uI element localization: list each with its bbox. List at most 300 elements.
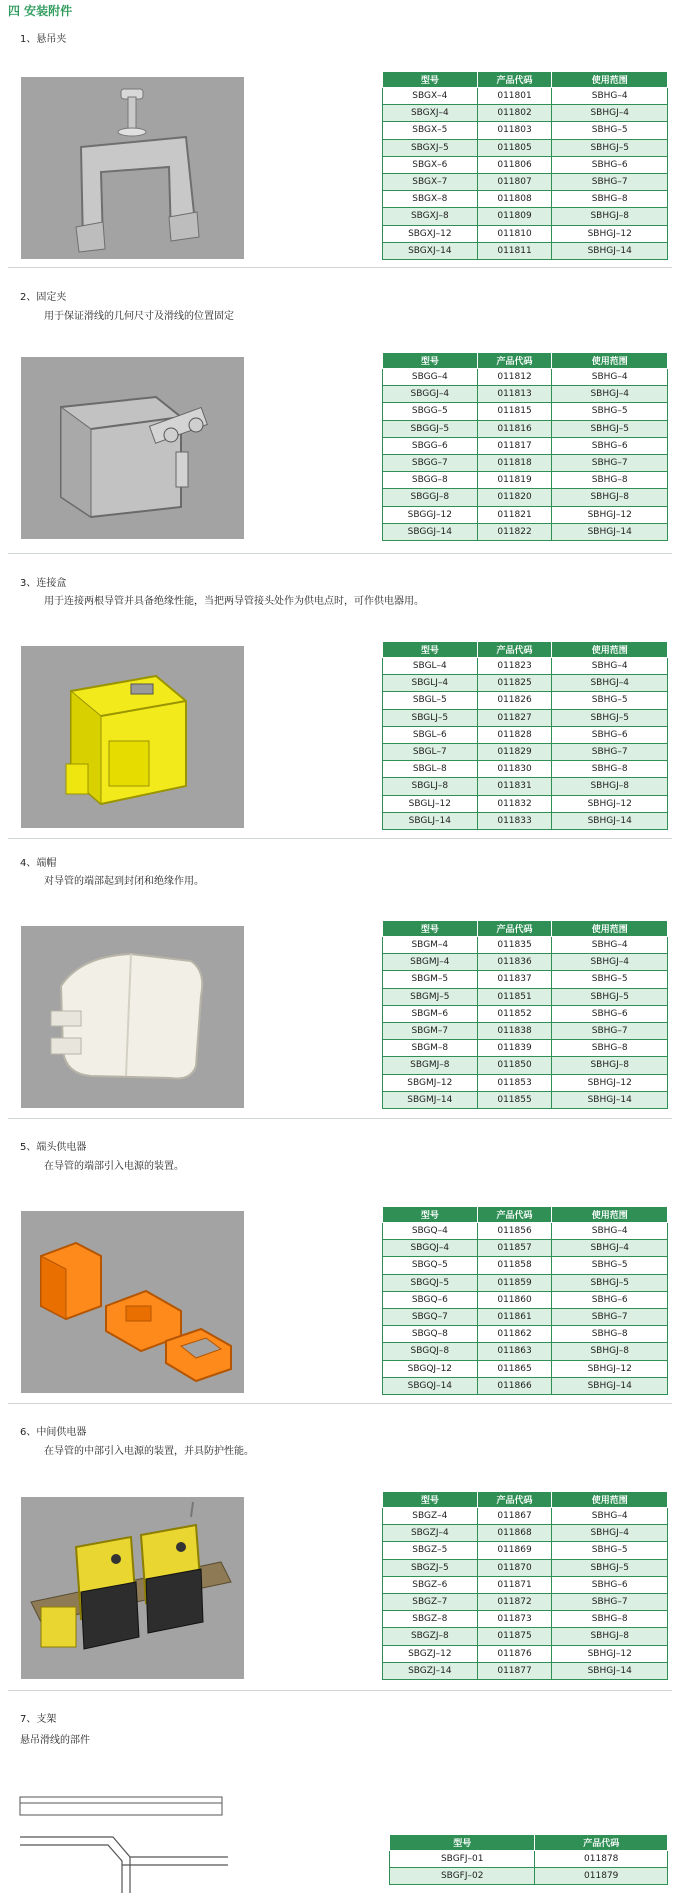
section-heading-end-cap: 4、端帽 — [20, 858, 57, 869]
cell-usage: SBHG–5 — [552, 971, 668, 988]
cell-code: 011829 — [477, 743, 552, 760]
cell-model: SBGXJ–12 — [383, 225, 478, 242]
table-row — [383, 472, 668, 489]
cell-code: 011826 — [477, 692, 552, 709]
cell-code: 011839 — [477, 1040, 552, 1057]
cell-usage: SBHGJ–8 — [552, 1628, 668, 1645]
cell-usage: SBHGJ–12 — [552, 795, 668, 812]
cell-model: SBGZJ–14 — [383, 1662, 478, 1679]
section-heading-middle-feeder: 6、中间供电器 — [20, 1427, 87, 1438]
cell-usage: SBHG–7 — [552, 743, 668, 760]
table-row — [383, 225, 668, 242]
cell-usage: SBHGJ–14 — [552, 242, 668, 259]
header-model: 型号 — [383, 921, 478, 937]
table-header-row — [383, 1492, 668, 1508]
spec-table-middle-feeder — [382, 1491, 668, 1680]
middle-feeder-photo — [21, 1497, 244, 1679]
end-cap-photo — [21, 926, 244, 1108]
cell-code: 011817 — [477, 437, 552, 454]
table-row — [383, 105, 668, 122]
section-divider — [8, 1403, 672, 1404]
cell-model: SBGFJ–01 — [390, 1851, 535, 1868]
cell-model: SBGGJ–5 — [383, 420, 478, 437]
cell-model: SBGG–7 — [383, 454, 478, 471]
section-description-middle-feeder: 在导管的中部引入电源的装置，并具防护性能。 — [44, 1446, 254, 1457]
table-row — [383, 954, 668, 971]
header-code: 产品代码 — [477, 921, 552, 937]
cell-usage: SBHGJ–12 — [552, 506, 668, 523]
header-code: 产品代码 — [477, 1492, 552, 1508]
table-row — [383, 191, 668, 208]
cell-model: SBGM–7 — [383, 1022, 478, 1039]
cell-usage: SBHG–5 — [552, 1542, 668, 1559]
cell-model: SBGMJ–12 — [383, 1074, 478, 1091]
cell-model: SBGQ–7 — [383, 1308, 478, 1325]
cell-usage: SBHGJ–5 — [552, 139, 668, 156]
cell-model: SBGX–8 — [383, 191, 478, 208]
cell-code: 011863 — [477, 1343, 552, 1360]
cell-usage: SBHG–7 — [552, 1308, 668, 1325]
table-row — [383, 709, 668, 726]
table-row — [383, 437, 668, 454]
cell-code: 011801 — [477, 88, 552, 105]
cell-usage: SBHG–8 — [552, 472, 668, 489]
header-usage: 使用范围 — [552, 642, 668, 658]
section-description-fixing-clamp: 用于保证滑线的几何尺寸及滑线的位置固定 — [44, 311, 234, 322]
cell-model: SBGGJ–12 — [383, 506, 478, 523]
table-row — [383, 937, 668, 954]
cell-usage: SBHG–6 — [552, 1005, 668, 1022]
cell-model: SBGX–5 — [383, 122, 478, 139]
cell-code: 011810 — [477, 225, 552, 242]
cell-usage: SBHGJ–14 — [552, 812, 668, 829]
section-heading-connector-box: 3、连接盒 — [20, 578, 67, 589]
cell-usage: SBHG–7 — [552, 173, 668, 190]
cell-usage: SBHGJ–5 — [552, 988, 668, 1005]
cell-code: 011871 — [477, 1576, 552, 1593]
cell-model: SBGQ–5 — [383, 1257, 478, 1274]
cell-usage: SBHG–4 — [552, 369, 668, 386]
table-header-row — [383, 72, 668, 88]
cell-model: SBGZJ–8 — [383, 1628, 478, 1645]
table-row — [383, 1542, 668, 1559]
cell-model: SBGM–5 — [383, 971, 478, 988]
cell-usage: SBHG–7 — [552, 1593, 668, 1610]
bracket-drawing — [18, 1795, 228, 1895]
cell-usage: SBHG–5 — [552, 692, 668, 709]
table-row — [383, 795, 668, 812]
cell-model: SBGM–6 — [383, 1005, 478, 1022]
table-row — [383, 988, 668, 1005]
cell-code: 011811 — [477, 242, 552, 259]
cell-code: 011867 — [477, 1508, 552, 1525]
cell-model: SBGZ–8 — [383, 1611, 478, 1628]
table-row — [383, 1223, 668, 1240]
cell-usage: SBHGJ–4 — [552, 386, 668, 403]
cell-code: 011838 — [477, 1022, 552, 1039]
cell-code: 011836 — [477, 954, 552, 971]
hanger-clamp-photo — [21, 77, 244, 259]
table-row — [383, 1022, 668, 1039]
cell-model: SBGLJ–14 — [383, 812, 478, 829]
cell-code: 011821 — [477, 506, 552, 523]
cell-usage: SBHGJ–14 — [552, 1662, 668, 1679]
table-row — [390, 1851, 668, 1868]
cell-code: 011870 — [477, 1559, 552, 1576]
table-row — [383, 675, 668, 692]
cell-code: 011853 — [477, 1074, 552, 1091]
cell-model: SBGXJ–14 — [383, 242, 478, 259]
table-row — [383, 88, 668, 105]
connector-box-photo — [21, 646, 244, 828]
table-row — [383, 1074, 668, 1091]
cell-usage: SBHGJ–14 — [552, 1091, 668, 1108]
cell-code: 011805 — [477, 139, 552, 156]
cell-usage: SBHG–7 — [552, 1022, 668, 1039]
table-row — [383, 778, 668, 795]
cell-code: 011825 — [477, 675, 552, 692]
table-row — [383, 208, 668, 225]
section-heading-end-feeder: 5、端头供电器 — [20, 1142, 87, 1153]
cell-code: 011832 — [477, 795, 552, 812]
table-row — [383, 139, 668, 156]
cell-code: 011852 — [477, 1005, 552, 1022]
cell-code: 011855 — [477, 1091, 552, 1108]
table-row — [383, 1326, 668, 1343]
cell-model: SBGX–4 — [383, 88, 478, 105]
cell-code: 011803 — [477, 122, 552, 139]
cell-code: 011823 — [477, 658, 552, 675]
cell-usage: SBHGJ–12 — [552, 1360, 668, 1377]
table-row — [383, 743, 668, 760]
table-row — [383, 420, 668, 437]
header-model: 型号 — [383, 642, 478, 658]
header-usage: 使用范围 — [552, 1207, 668, 1223]
cell-model: SBGQJ–5 — [383, 1274, 478, 1291]
cell-usage: SBHGJ–4 — [552, 1525, 668, 1542]
cell-model: SBGQJ–14 — [383, 1377, 478, 1394]
table-header-row — [383, 921, 668, 937]
table-row — [383, 156, 668, 173]
section-description-end-feeder: 在导管的端部引入电源的装置。 — [44, 1161, 184, 1172]
spec-table-bracket — [389, 1834, 668, 1885]
cell-code: 011833 — [477, 812, 552, 829]
table-row — [383, 1291, 668, 1308]
table-row — [383, 403, 668, 420]
cell-model: SBGG–6 — [383, 437, 478, 454]
header-code: 产品代码 — [477, 1207, 552, 1223]
cell-code: 011850 — [477, 1057, 552, 1074]
cell-code: 011875 — [477, 1628, 552, 1645]
cell-model: SBGLJ–4 — [383, 675, 478, 692]
cell-usage: SBHGJ–4 — [552, 954, 668, 971]
cell-model: SBGQJ–8 — [383, 1343, 478, 1360]
spec-table-hanger-clamp — [382, 71, 668, 260]
cell-code: 011837 — [477, 971, 552, 988]
cell-usage: SBHGJ–14 — [552, 523, 668, 540]
cell-model: SBGX–6 — [383, 156, 478, 173]
cell-code: 011873 — [477, 1611, 552, 1628]
cell-model: SBGXJ–5 — [383, 139, 478, 156]
cell-usage: SBHG–8 — [552, 1326, 668, 1343]
cell-model: SBGMJ–4 — [383, 954, 478, 971]
table-row — [383, 1508, 668, 1525]
cell-model: SBGL–5 — [383, 692, 478, 709]
table-row — [383, 1057, 668, 1074]
cell-usage: SBHG–5 — [552, 403, 668, 420]
cell-usage: SBHGJ–5 — [552, 420, 668, 437]
cell-code: 011830 — [477, 761, 552, 778]
table-row — [383, 1611, 668, 1628]
section-heading-fixing-clamp: 2、固定夹 — [20, 292, 67, 303]
cell-code: 011812 — [477, 369, 552, 386]
table-row — [383, 1091, 668, 1108]
cell-usage: SBHGJ–14 — [552, 1377, 668, 1394]
header-usage: 使用范围 — [552, 921, 668, 937]
table-row — [383, 1559, 668, 1576]
section-divider — [8, 1118, 672, 1119]
cell-code: 011827 — [477, 709, 552, 726]
table-row — [383, 489, 668, 506]
cell-code: 011809 — [477, 208, 552, 225]
cell-usage: SBHGJ–12 — [552, 1074, 668, 1091]
table-row — [383, 1308, 668, 1325]
section-divider — [8, 267, 672, 268]
table-row — [383, 812, 668, 829]
cell-code: 011860 — [477, 1291, 552, 1308]
cell-code: 011822 — [477, 523, 552, 540]
table-row — [383, 173, 668, 190]
cell-model: SBGL–6 — [383, 726, 478, 743]
cell-model: SBGXJ–8 — [383, 208, 478, 225]
cell-model: SBGMJ–14 — [383, 1091, 478, 1108]
table-header-row — [383, 353, 668, 369]
cell-usage: SBHG–5 — [552, 122, 668, 139]
cell-usage: SBHG–6 — [552, 1576, 668, 1593]
cell-code: 011802 — [477, 105, 552, 122]
cell-code: 011862 — [477, 1326, 552, 1343]
cell-code: 011828 — [477, 726, 552, 743]
spec-table-end-feeder — [382, 1206, 668, 1395]
cell-code: 011865 — [477, 1360, 552, 1377]
end-feeder-photo — [21, 1211, 244, 1393]
cell-code: 011879 — [535, 1868, 668, 1885]
table-row — [383, 122, 668, 139]
section-divider — [8, 838, 672, 839]
section-divider — [8, 1690, 672, 1691]
table-row — [383, 242, 668, 259]
cell-usage: SBHG–8 — [552, 1040, 668, 1057]
cell-code: 011858 — [477, 1257, 552, 1274]
cell-code: 011813 — [477, 386, 552, 403]
table-row — [383, 1662, 668, 1679]
header-model: 型号 — [383, 1207, 478, 1223]
cell-model: SBGGJ–8 — [383, 489, 478, 506]
table-row — [383, 1377, 668, 1394]
cell-usage: SBHG–5 — [552, 1257, 668, 1274]
table-row — [383, 692, 668, 709]
table-header-row — [390, 1835, 668, 1851]
header-model: 型号 — [383, 353, 478, 369]
cell-usage: SBHG–6 — [552, 726, 668, 743]
header-code: 产品代码 — [477, 353, 552, 369]
table-row — [390, 1868, 668, 1885]
header-code: 产品代码 — [477, 72, 552, 88]
section-description-connector-box: 用于连接两根导管并具备绝缘性能，当把两导管接头处作为供电点时，可作供电器用。 — [44, 596, 424, 607]
cell-code: 011818 — [477, 454, 552, 471]
cell-model: SBGMJ–8 — [383, 1057, 478, 1074]
cell-model: SBGLJ–5 — [383, 709, 478, 726]
section-divider — [8, 553, 672, 554]
table-header-row — [383, 642, 668, 658]
spec-table-end-cap — [382, 920, 668, 1109]
cell-usage: SBHG–4 — [552, 1508, 668, 1525]
cell-model: SBGZJ–5 — [383, 1559, 478, 1576]
cell-code: 011835 — [477, 937, 552, 954]
table-row — [383, 1343, 668, 1360]
cell-code: 011869 — [477, 1542, 552, 1559]
cell-code: 011872 — [477, 1593, 552, 1610]
cell-usage: SBHGJ–5 — [552, 709, 668, 726]
cell-model: SBGZ–7 — [383, 1593, 478, 1610]
table-row — [383, 1360, 668, 1377]
cell-usage: SBHGJ–12 — [552, 225, 668, 242]
spec-table-connector-box — [382, 641, 668, 830]
cell-code: 011807 — [477, 173, 552, 190]
cell-model: SBGZJ–4 — [383, 1525, 478, 1542]
cell-model: SBGL–7 — [383, 743, 478, 760]
cell-model: SBGZ–5 — [383, 1542, 478, 1559]
cell-model: SBGM–4 — [383, 937, 478, 954]
header-model: 型号 — [390, 1835, 535, 1851]
cell-model: SBGL–4 — [383, 658, 478, 675]
cell-model: SBGQJ–4 — [383, 1240, 478, 1257]
cell-model: SBGQ–6 — [383, 1291, 478, 1308]
section-description-bracket: 悬吊滑线的部件 — [20, 1735, 90, 1746]
cell-model: SBGFJ–02 — [390, 1868, 535, 1885]
table-row — [383, 1040, 668, 1057]
cell-code: 011866 — [477, 1377, 552, 1394]
cell-code: 011851 — [477, 988, 552, 1005]
cell-usage: SBHGJ–12 — [552, 1645, 668, 1662]
table-row — [383, 1257, 668, 1274]
cell-usage: SBHG–6 — [552, 437, 668, 454]
cell-code: 011878 — [535, 1851, 668, 1868]
table-row — [383, 1525, 668, 1542]
cell-code: 011806 — [477, 156, 552, 173]
cell-usage: SBHG–8 — [552, 191, 668, 208]
table-row — [383, 1593, 668, 1610]
cell-usage: SBHG–4 — [552, 658, 668, 675]
cell-model: SBGLJ–12 — [383, 795, 478, 812]
spec-table-fixing-clamp — [382, 352, 668, 541]
cell-code: 011861 — [477, 1308, 552, 1325]
cell-usage: SBHGJ–4 — [552, 675, 668, 692]
cell-code: 011856 — [477, 1223, 552, 1240]
cell-usage: SBHGJ–5 — [552, 1559, 668, 1576]
table-row — [383, 386, 668, 403]
table-row — [383, 1274, 668, 1291]
cell-usage: SBHGJ–8 — [552, 778, 668, 795]
cell-usage: SBHG–6 — [552, 156, 668, 173]
table-row — [383, 369, 668, 386]
section-heading-bracket: 7、支架 — [20, 1714, 57, 1725]
cell-usage: SBHG–4 — [552, 937, 668, 954]
cell-model: SBGZ–4 — [383, 1508, 478, 1525]
cell-usage: SBHG–8 — [552, 1611, 668, 1628]
cell-code: 011819 — [477, 472, 552, 489]
table-row — [383, 1645, 668, 1662]
table-row — [383, 454, 668, 471]
cell-usage: SBHG–8 — [552, 761, 668, 778]
page-title: 四 安装附件 — [8, 4, 73, 18]
cell-usage: SBHG–7 — [552, 454, 668, 471]
section-description-end-cap: 对导管的端部起到封闭和绝缘作用。 — [44, 876, 204, 887]
cell-model: SBGZ–6 — [383, 1576, 478, 1593]
table-header-row — [383, 1207, 668, 1223]
header-usage: 使用范围 — [552, 1492, 668, 1508]
cell-model: SBGG–5 — [383, 403, 478, 420]
cell-usage: SBHGJ–8 — [552, 1057, 668, 1074]
table-row — [383, 761, 668, 778]
cell-code: 011831 — [477, 778, 552, 795]
cell-code: 011815 — [477, 403, 552, 420]
table-row — [383, 971, 668, 988]
cell-code: 011820 — [477, 489, 552, 506]
cell-code: 011859 — [477, 1274, 552, 1291]
cell-model: SBGX–7 — [383, 173, 478, 190]
cell-usage: SBHG–4 — [552, 1223, 668, 1240]
cell-usage: SBHGJ–4 — [552, 1240, 668, 1257]
table-row — [383, 726, 668, 743]
table-row — [383, 1005, 668, 1022]
cell-model: SBGG–8 — [383, 472, 478, 489]
fixing-clamp-photo — [21, 357, 244, 539]
cell-usage: SBHGJ–4 — [552, 105, 668, 122]
cell-usage: SBHG–4 — [552, 88, 668, 105]
cell-code: 011876 — [477, 1645, 552, 1662]
cell-model: SBGMJ–5 — [383, 988, 478, 1005]
table-row — [383, 523, 668, 540]
cell-model: SBGQJ–12 — [383, 1360, 478, 1377]
cell-model: SBGQ–8 — [383, 1326, 478, 1343]
section-heading-hanger-clamp: 1、悬吊夹 — [20, 34, 67, 45]
cell-usage: SBHGJ–8 — [552, 208, 668, 225]
cell-code: 011857 — [477, 1240, 552, 1257]
cell-model: SBGXJ–4 — [383, 105, 478, 122]
cell-model: SBGGJ–4 — [383, 386, 478, 403]
cell-model: SBGQ–4 — [383, 1223, 478, 1240]
cell-code: 011868 — [477, 1525, 552, 1542]
header-usage: 使用范围 — [552, 72, 668, 88]
cell-model: SBGG–4 — [383, 369, 478, 386]
cell-model: SBGL–8 — [383, 761, 478, 778]
cell-code: 011816 — [477, 420, 552, 437]
table-row — [383, 1628, 668, 1645]
header-usage: 使用范围 — [552, 353, 668, 369]
header-model: 型号 — [383, 1492, 478, 1508]
cell-usage: SBHGJ–8 — [552, 1343, 668, 1360]
header-model: 型号 — [383, 72, 478, 88]
header-code: 产品代码 — [477, 642, 552, 658]
cell-code: 011877 — [477, 1662, 552, 1679]
table-row — [383, 1576, 668, 1593]
table-row — [383, 658, 668, 675]
cell-model: SBGLJ–8 — [383, 778, 478, 795]
cell-usage: SBHG–6 — [552, 1291, 668, 1308]
table-row — [383, 506, 668, 523]
cell-model: SBGZJ–12 — [383, 1645, 478, 1662]
